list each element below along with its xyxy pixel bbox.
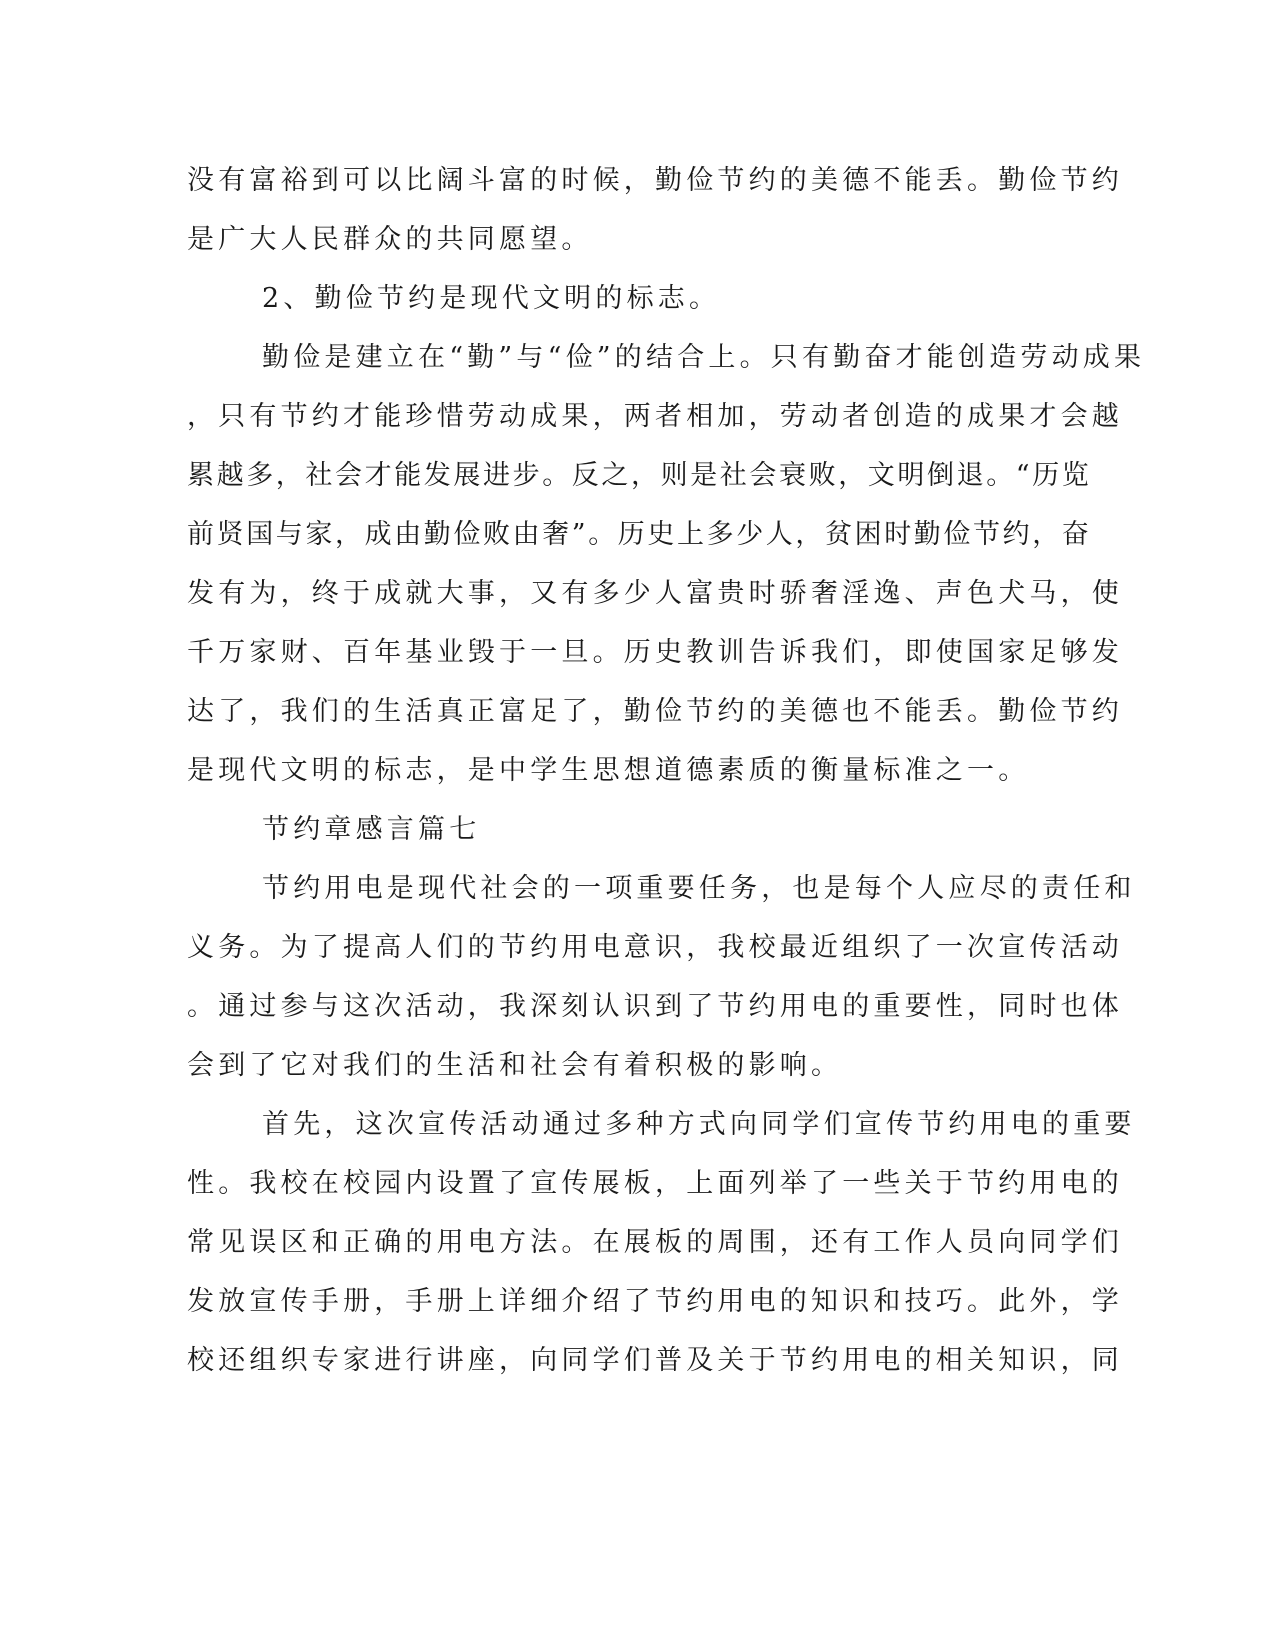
text-line: 校还组织专家进行讲座，向同学们普及关于节约用电的相关知识，同 [187,1345,1123,1376]
text-line: 会到了它对我们的生活和社会有着积极的影响。 [187,1050,843,1081]
section-title: 节约章感言篇七 [262,814,481,845]
text-line: 是广大人民群众的共同愿望。 [187,224,593,255]
text-line: 千万家财、百年基业毁于一旦。历史教训告诉我们，即使国家足够发 [187,637,1123,668]
text-line: 节约用电是现代社会的一项重要任务，也是每个人应尽的责任和 [262,873,1136,904]
text-line: 性。我校在校园内设置了宣传展板，上面列举了一些关于节约用电的 [187,1168,1123,1199]
section-heading: 2、勤俭节约是现代文明的标志。 [262,283,721,314]
text-line: 常见误区和正确的用电方法。在展板的周围，还有工作人员向同学们 [187,1227,1123,1258]
text-line: 前贤国与家，成由勤俭败由奢”。历史上多少人，贫困时勤俭节约，奋 [187,519,1092,550]
text-line: 发放宣传手册，手册上详细介绍了节约用电的知识和技巧。此外，学 [187,1286,1123,1317]
text-line: 发有为，终于成就大事，又有多少人富贵时骄奢淫逸、声色犬马，使 [187,578,1123,609]
text-line: 义务。为了提高人们的节约用电意识，我校最近组织了一次宣传活动 [187,932,1123,963]
text-line: 勤俭是建立在“勤”与“俭”的结合上。只有勤奋才能创造劳动成果 [262,342,1146,373]
text-line: 。通过参与这次活动，我深刻认识到了节约用电的重要性，同时也体 [187,991,1123,1022]
text-line: 没有富裕到可以比阔斗富的时候，勤俭节约的美德不能丢。勤俭节约 [187,165,1123,196]
text-line: 是现代文明的标志，是中学生思想道德素质的衡量标准之一。 [187,755,1030,786]
text-line: 首先，这次宣传活动通过多种方式向同学们宣传节约用电的重要 [262,1109,1136,1140]
text-line: 达了，我们的生活真正富足了，勤俭节约的美德也不能丢。勤俭节约 [187,696,1123,727]
text-line: 累越多，社会才能发展进步。反之，则是社会衰败，文明倒退。“历览 [187,460,1092,491]
text-line: ，只有节约才能珍惜劳动成果，两者相加，劳动者创造的成果才会越 [187,401,1123,432]
